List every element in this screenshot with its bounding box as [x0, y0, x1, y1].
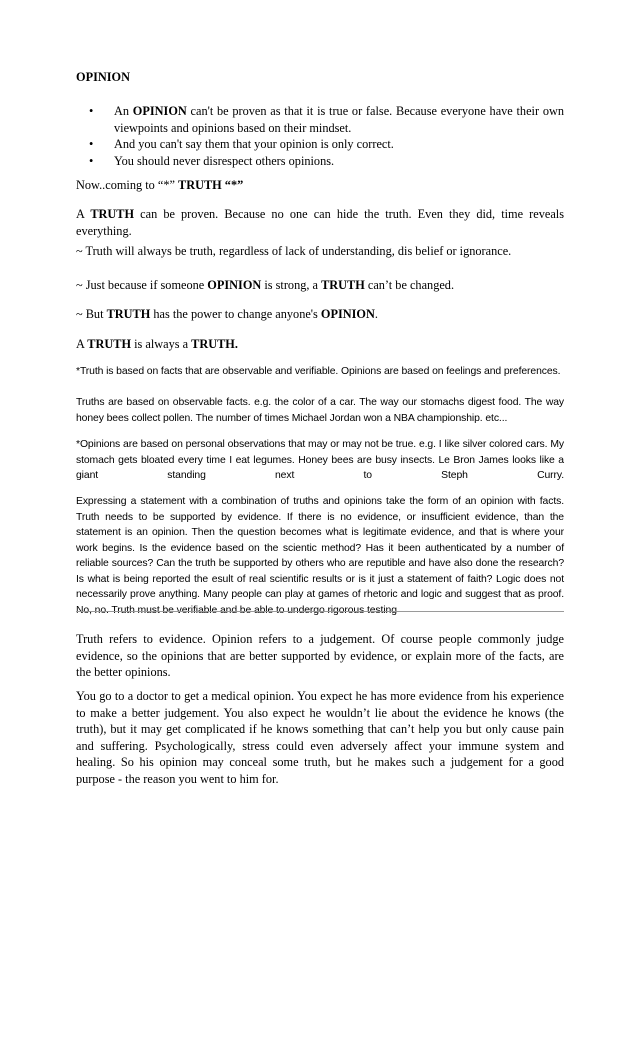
but-truth-paragraph: ~ But TRUTH has the power to change anyone's OPINION.	[76, 307, 378, 321]
evidence-paragraph: Expressing a statement with a combination of truths and opinions take the form of an opinion with facts. Truth needs to be supported by evidence. If there is no evidence, or insufficient evidence, than the statement is an opinion. Then the question becomes what is legitimate evidence, and that is where your work begins. Is the evidence based on the scientic method? Has it been authenticated by a number of reliable sources? Can the truth be supported by others who are reputible and have also done the research? Is what is being reported the esult of real scientific results or is it just a statement of faith? Logic does not necessarily prove anything. Many people can play at games of rhetoric and logic and suggest that as proof. No, no. Truth must be verifiable and be able to undergo rigorous testing	[76, 496, 564, 616]
bullet-item: • And you can't say them that your opinion is only correct.	[89, 137, 394, 151]
truth-facts-paragraph: *Truth is based on facts that are observable and verifiable. Opinions are based on feelings and preferences.	[76, 366, 561, 377]
opinion-bullet-list	[76, 103, 564, 169]
doctor-paragraph: You go to a doctor to get a medical opinion. You expect he has more evidence from his experience to make a better judgement. You also expect he wouldn’t lie about the evidence he knows (the truth), but it may get complicated if he knows something that can’t help you but only cause pain and suffering. Psychologically, stress could even adversely affect your immune system and healing. So his opinion may conceal some truth, but he makes such a judgement for a good purpose - the reason you went to him for.	[76, 689, 564, 786]
bullet-icon: •	[89, 153, 94, 168]
bullet-icon: •	[89, 104, 94, 118]
bullet-item: • You should never disrespect others opinions.	[89, 153, 335, 168]
bullet-icon: •	[89, 137, 94, 151]
truth-proven-paragraph: A TRUTH can be proven. Because no one can hide the truth. Even they did, time reveals everything.	[76, 207, 564, 238]
just-because-paragraph: ~ Just because if someone OPINION is strong, a TRUTH can’t be changed.	[76, 278, 455, 292]
bullet-item: • An OPINION can't be proven as that it is true or false. Because everyone have their own viewpoints and opinions based on their mindset.	[89, 104, 564, 135]
opinion-heading: OPINION	[76, 70, 130, 84]
section-divider	[76, 611, 564, 612]
truth-always-paragraph: ~ Truth will always be truth, regardless of lack of understanding, dis belief or ignorance.	[76, 244, 512, 258]
opinion-examples-paragraph: *Opinions are based on personal observations that may or may not be true. e.g. I like silver colored cars. My stomach gets bloated every time I eat legumes. Honey bees are busy insects. Le Bron James looks like a giant standing next to Steph Curry.	[76, 439, 564, 481]
coming-to-truth-line: Now..coming to “*” TRUTH “*”	[76, 178, 244, 192]
always-truth-paragraph: A TRUTH is always a TRUTH.	[76, 337, 238, 351]
truth-refers-paragraph: Truth refers to evidence. Opinion refers to a judgement. Of course people commonly judge evidence, so the opinions that are better supported by evidence, or explain more of the facts, are the better opinions.	[76, 632, 564, 679]
truth-examples-paragraph: Truths are based on observable facts. e.g. the color of a car. The way our stomachs digest food. The way honey bees collect pollen. The number of times Michael Jordan won a NBA championship. etc...	[76, 397, 564, 424]
